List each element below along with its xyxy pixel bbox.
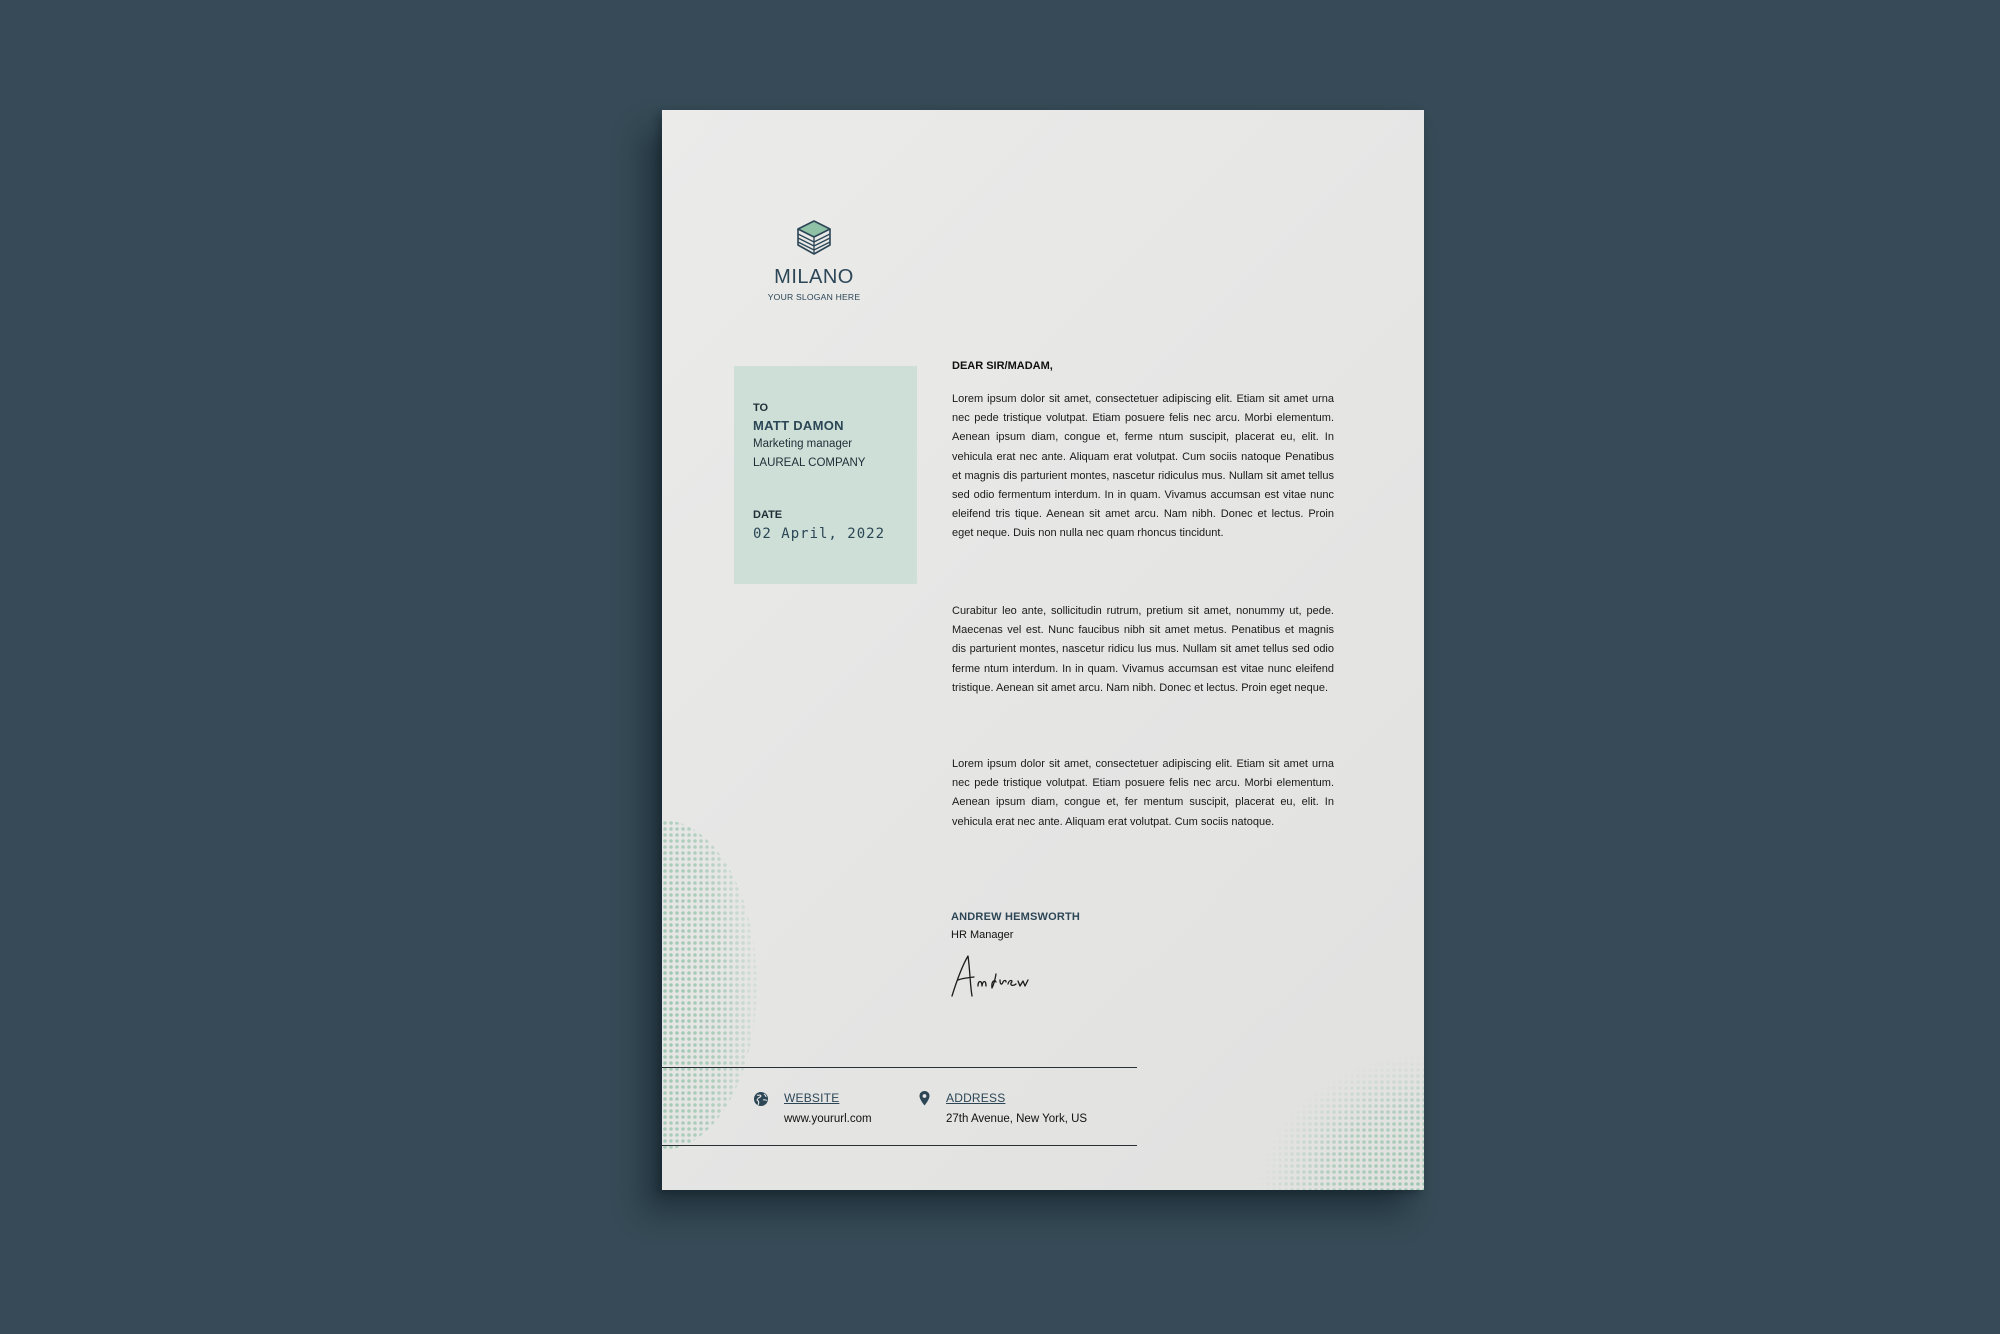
footer-divider-bottom [662,1145,1137,1146]
stacked-layers-icon [795,218,833,258]
to-label: TO [753,402,769,414]
paragraph-2: Curabitur leo ante, sollicitudin rutrum, pretium sit amet, nonummy ut, pede. Maecenas vel est. Nunc faucibus nibh sit amet metus. Penatibus et magnis dis parturient montes, nascetur ridicu lus mus. Nullam sit amet tellus sed odio ferme ntum interdum. In in quam. Vivamus accumsan est vitae nunc eleifend tristique. Aenean sit amet arcu. Nam nibh. Donec et lectus. Proin eget neque. [952,605,1334,694]
letterhead-sheet [662,110,1424,1190]
date-label: DATE [753,509,783,521]
greeting: DEAR SIR/MADAM, [952,360,1053,372]
globe-icon [753,1091,769,1107]
halftone-decoration-right [1259,1055,1424,1190]
paragraph-3: Lorem ipsum dolor sit amet, consectetuer adipiscing elit. Etiam sit amet urna nec pede tristique volutpat. Etiam posuere felis nec arcu. Morbi elementum. Aenean ipsum diam, congue et, fer mentum suscipit, placerat eu, elit. In vehicula erat nec ante. Aliquam erat volutpat. Cum sociis natoque. [952,758,1334,828]
recipient-box [734,366,917,584]
company-slogan: YOUR SLOGAN HERE [767,292,861,302]
website-value[interactable]: www.yoururl.com [784,1113,872,1125]
website-label: WEBSITE [784,1091,840,1105]
recipient-name: MATT DAMON [753,418,844,433]
footer-divider-top [662,1067,1137,1068]
sender-title: HR Manager [951,929,1014,941]
paragraph-1: Lorem ipsum dolor sit amet, consectetuer adipiscing elit. Etiam sit amet urna nec pede tristique volutpat. Etiam posuere felis nec arcu. Morbi elementum. Aenean ipsum diam, congue et, ferme ntum suscipit, placerat eu, elit. In vehicula erat nec ante. Aliquam erat volutpat. Cum sociis natoque Penatibus et magnis dis parturient montes, nascetur ridiculus mus. Nullam sit amet tellus sed odio fermentum interdum. In in quam. Vivamus accumsan est vitae nunc eleifend tris tique. Aenean sit amet arcu. Nam nibh. Donec et lectus. Proin eget neque. Duis non nulla nec quam rhoncus tincidunt. [952,393,1334,540]
recipient-title: Marketing manager [753,438,853,450]
map-pin-icon [918,1090,931,1107]
company-logo [747,218,881,302]
letter-date: 02 April, 2022 [753,526,886,542]
sender-name: ANDREW HEMSWORTH [951,911,1081,923]
company-name: MILANO [774,266,854,288]
address-value: 27th Avenue, New York, US [946,1113,1088,1125]
recipient-company: LAUREAL COMPANY [753,457,866,469]
signature [948,950,1032,1002]
address-label: ADDRESS [946,1091,1006,1105]
